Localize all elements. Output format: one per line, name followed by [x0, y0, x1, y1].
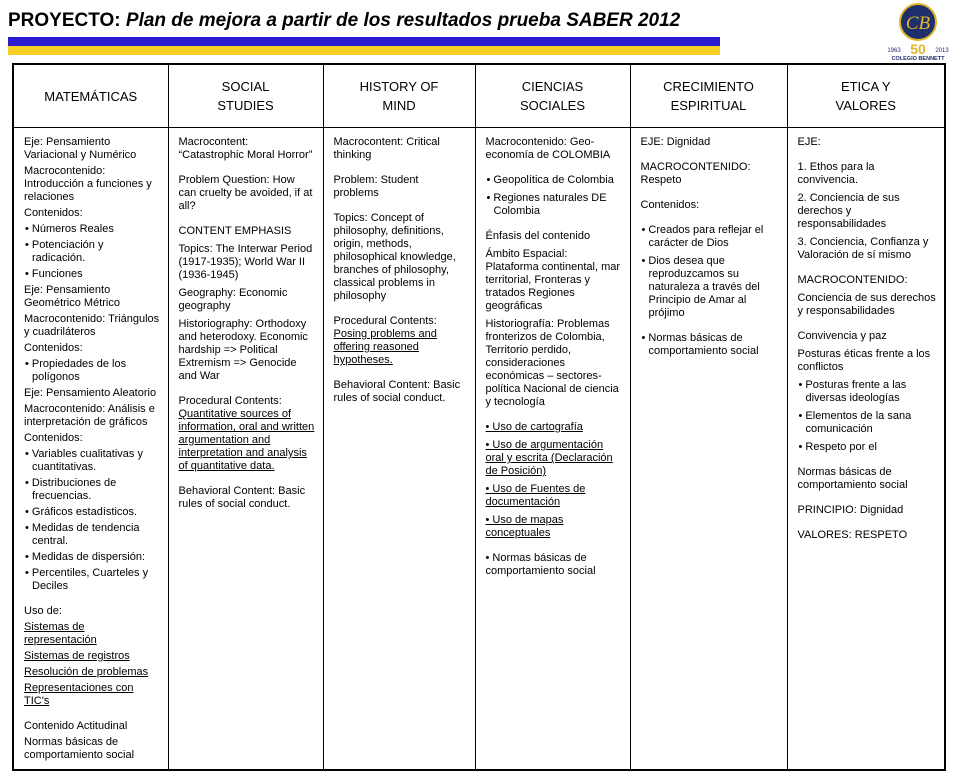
title-main: PROYECTO: [8, 10, 121, 31]
text-line: Topics: The Interwar Period (1917-1935); World War II (1936-1945) [178, 243, 313, 281]
column-header-ciencias-sociales: CIENCIAS SOCIALES [475, 64, 630, 128]
column-header-history-of-mind: HISTORY OF MIND [323, 64, 475, 128]
text-line: Macrocontenido: Introducción a funciones y relaciones [24, 165, 152, 203]
text-line: Sistemas de representación [24, 621, 97, 646]
logo-year-right: 2013 [935, 48, 949, 54]
text-line: Énfasis del contenido [485, 230, 591, 242]
list-item: • Posturas frente a las diversas ideologías [798, 379, 907, 404]
list-item: • Elementos de la sana comunicación [798, 410, 912, 435]
list-item: • Uso de cartografía [485, 421, 583, 433]
list-item: • Dios desea que reproduzcamos su naturaleza a través del Principio de Amar al prójimo [641, 255, 760, 319]
text-line: Eje: Pensamiento Aleatorio [24, 387, 157, 399]
cell-etica-valores [787, 128, 945, 771]
table-header-row [13, 64, 945, 128]
list-item: • Variables cualitativas y cuantitativas. [25, 448, 143, 473]
column-header-etica-valores: ETICA Y VALORES [787, 64, 945, 128]
text-line: MACROCONTENIDO: [797, 274, 908, 286]
text-line: VALORES: RESPETO [797, 529, 908, 541]
column-header-social-studies: SOCIAL STUDIES [168, 64, 323, 128]
text-line: Problem: Student problems [333, 174, 419, 199]
table-content-row [13, 128, 945, 771]
text-line: EJE: [797, 136, 821, 148]
text-line: Ámbito Espacial: Plataforma continental, mar territorial, Fronteras y tratados Regiones geográficas [485, 248, 621, 312]
list-item: • Propiedades de los polígonos [25, 358, 127, 383]
text-line: PRINCIPIO: Dignidad [797, 504, 904, 516]
curriculum-table [12, 63, 946, 771]
list-item: • Medidas de dispersión: [25, 551, 146, 563]
text-line: Macrocontenido: Triángulos y cuadriláteros [24, 313, 160, 338]
list-item: • Uso de mapas conceptuales [485, 514, 564, 539]
text-line: EJE: Dignidad [640, 136, 711, 148]
text-line: Resolución de problemas [24, 666, 149, 678]
text-line: Problem Question: How can cruelty be avoided, if at all? [178, 174, 313, 212]
list-item: • Geopolítica de Colombia [486, 174, 614, 186]
list-item: • Uso de Fuentes de documentación [485, 483, 586, 508]
cell-matematicas [13, 128, 168, 771]
text-line: Historiografía: Problemas fronterizos de Colombia, Territorio perdido, consideraciones económicas – sectores- política Nacional de ciencia y tecnología [485, 318, 619, 408]
list-item: • Respeto por el [798, 441, 877, 453]
list-item: • Funciones [25, 268, 83, 280]
text-line: Behavioral Content: Basic rules of social conduct. [178, 485, 306, 510]
list-item: • Números Reales [25, 223, 114, 235]
list-item: • Normas básicas de comportamiento social [485, 552, 596, 577]
cell-crecimiento-espiritual [630, 128, 787, 771]
logo-number: 50 [910, 41, 926, 57]
text-line: Procedural Contents: [178, 395, 282, 407]
text-line: Contenidos: [24, 432, 83, 444]
text-line: Conciencia de sus derechos y responsabilidades [797, 292, 936, 317]
text-line: Macrocontent: Critical thinking [333, 136, 440, 161]
list-item: • Regiones naturales DE Colombia [486, 192, 607, 217]
column-header-crecimiento-espiritual: CRECIMIENTO ESPIRITUAL [630, 64, 787, 128]
text-line: 2. Conciencia de sus derechos y responsabilidades [797, 192, 900, 230]
list-item: • Gráficos estadísticos. [25, 506, 138, 518]
cell-history-of-mind [323, 128, 475, 771]
text-line: Contenidos: [640, 199, 700, 211]
text-line: Sistemas de registros [24, 650, 130, 662]
text-line: Posturas éticas frente a los conflictos [797, 348, 931, 373]
text-line: Normas básicas de comportamiento social [797, 466, 908, 491]
list-item: • Potenciación y radicación. [25, 239, 104, 264]
text-line: Posing problems and offering reasoned hypotheses. [333, 328, 437, 366]
list-item: • Normas básicas de comportamiento social [641, 332, 759, 357]
logo-name: COLEGIO BENNETT [891, 56, 945, 62]
list-item: • Distribuciones de frecuencias. [25, 477, 117, 502]
text-line: Topics: Concept of philosophy, definitions, origin, methods, philosophical knowledge, branches of philosophy, classical problems in philosophy [333, 212, 456, 302]
page-title [8, 10, 680, 32]
text-line: CONTENT EMPHASIS [178, 225, 292, 237]
text-line: 1. Ethos para la convivencia. [797, 161, 875, 186]
text-line: Macrocontenido: Análisis e interpretación de gráficos [24, 403, 155, 428]
text-line: Geography: Economic geography [178, 287, 288, 312]
text-line: Historiography: Orthodoxy and heterodoxy. Economic hardship => Political Extremism => Genocide and War [178, 318, 308, 382]
text-line: Contenidos: [24, 342, 83, 354]
text-line: Quantitative sources of information, oral and written argumentation and interpretation and analysis of quantitative data. [178, 408, 315, 472]
list-item: • Creados para reflejar el carácter de Dios [641, 224, 764, 249]
text-line: Procedural Contents: [333, 315, 437, 327]
logo-letters: CB [905, 13, 931, 34]
cell-ciencias-sociales [475, 128, 630, 771]
logo-year-left: 1963 [887, 48, 901, 54]
text-line: Macrocontenido: Geo-economía de COLOMBIA [485, 136, 611, 161]
text-line: Uso de: [24, 605, 62, 617]
title-subtitle: Plan de mejora a partir de los resultados prueba SABER 2012 [125, 10, 681, 31]
list-item: • Percentiles, Cuarteles y Deciles [25, 567, 149, 592]
list-item: • Medidas de tendencia central. [25, 522, 140, 547]
cell-social-studies [168, 128, 323, 771]
text-line: Eje: Pensamiento Variacional y Numérico [24, 136, 137, 161]
text-line: 3. Conciencia, Confianza y Valoración de sí mismo [797, 236, 929, 261]
title-bar [8, 6, 888, 40]
text-line: Normas básicas de comportamiento social [24, 736, 135, 761]
text-line: Behavioral Content: Basic rules of social conduct. [333, 379, 461, 404]
list-item: • Uso de argumentación oral y escrita (Declaración de Posición) [485, 439, 613, 477]
text-line: Convivencia y paz [797, 330, 887, 342]
column-header-matematicas: MATEMÁTICAS [13, 64, 168, 128]
text-line: Contenido Actitudinal [24, 720, 128, 732]
text-line: Macrocontent: “Catastrophic Moral Horror” [178, 136, 313, 161]
title-underline-blue [8, 37, 720, 46]
school-logo [880, 2, 956, 62]
text-line: Eje: Pensamiento Geométrico Métrico [24, 284, 120, 309]
text-line: MACROCONTENIDO: Respeto [640, 161, 751, 186]
text-line: Representaciones con TIC's [24, 682, 134, 707]
title-underline-gold [8, 46, 720, 55]
text-line: Contenidos: [24, 207, 83, 219]
